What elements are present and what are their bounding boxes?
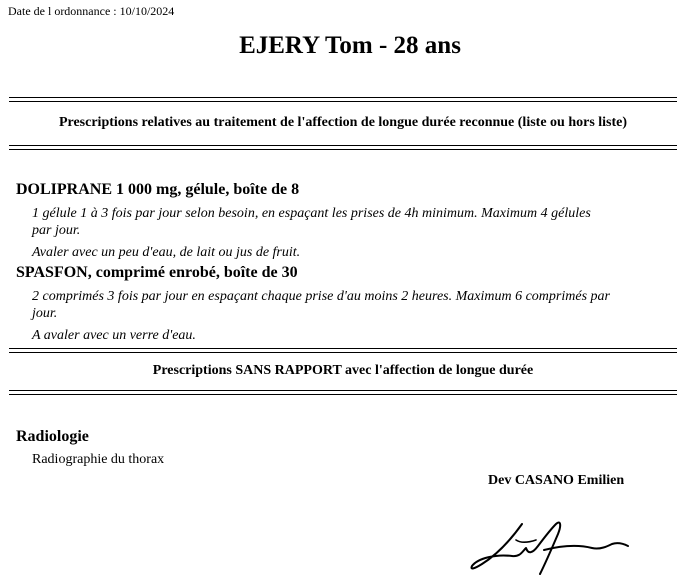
medication-dosage: 2 comprimés 3 fois par jour en espaçant chaque prise d'au moins 2 heures. Maximum 6 comprimés par jour. <box>32 289 610 321</box>
medication-note: A avaler avec un verre d'eau. <box>32 328 196 343</box>
medication-name: SPASFON, comprimé enrobé, boîte de 30 <box>16 264 298 281</box>
divider-top <box>9 97 677 102</box>
divider-ald-bottom <box>9 145 677 150</box>
divider-non-ald-bottom <box>9 390 677 395</box>
patient-name: EJERY Tom - 28 ans <box>239 32 461 59</box>
exam-name: Radiographie du thorax <box>32 452 165 467</box>
non-ald-section-title: Prescriptions SANS RAPPORT avec l'affection de longue durée <box>152 363 534 378</box>
medication-dosage: 1 gélule 1 à 3 fois par jour selon besoin, en espaçant les prises de 4h minimum. Maximum 4 gélules par jour. <box>32 206 591 238</box>
exam-category: Radiologie <box>16 428 89 445</box>
medication-name: DOLIPRANE 1 000 mg, gélule, boîte de 8 <box>16 181 300 198</box>
signature-icon <box>460 510 640 576</box>
prescription-date: Date de l ordonnance : 10/10/2024 <box>8 4 175 18</box>
medication-note: Avaler avec un peu d'eau, de lait ou jus de fruit. <box>32 245 301 260</box>
doctor-name: Dev CASANO Emilien <box>488 473 625 488</box>
divider-non-ald-top <box>9 348 677 353</box>
ald-section-title: Prescriptions relatives au traitement de l'affection de longue durée reconnue (liste ou hors liste) <box>58 115 628 130</box>
